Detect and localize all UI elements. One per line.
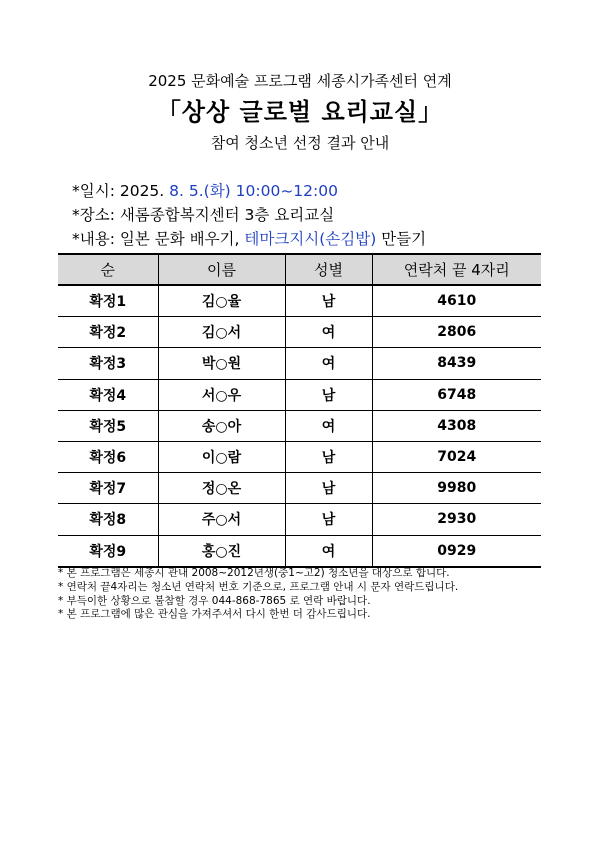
header-gender: 성별 [285,254,372,285]
cell-order: 확정4 [58,379,158,410]
cell-gender: 여 [285,535,372,567]
notice-title: 참여 청소년 선정 결과 안내 [210,134,390,152]
cell-phone-last4: 4610 [372,285,541,317]
table-row [58,504,541,535]
table-body [58,285,541,567]
cell-phone-last4: 9980 [372,473,541,504]
cell-name: 김○율 [158,285,285,317]
header-phone-last4: 연락처 끝 4자리 [372,254,541,285]
header-name: 이름 [158,254,285,285]
cell-phone-last4: 4308 [372,410,541,441]
info-date-label: *일시: 2025. [72,182,170,200]
cell-name: 송○아 [158,410,285,441]
cell-phone-last4: 8439 [372,348,541,379]
table-row [58,473,541,504]
info-content-label: *내용: 일본 문화 배우기, [72,230,245,248]
header-order: 순 [58,254,158,285]
cell-name: 김○서 [158,317,285,348]
table-row [58,441,541,472]
cell-name: 홍○진 [158,535,285,567]
cell-name: 주○서 [158,504,285,535]
info-date-value: 8. 5.(화) 10:00~12:00 [169,182,338,200]
cell-order: 확정5 [58,410,158,441]
note-item: * 연락처 끝4자리는 청소년 연락처 번호 기준으로, 프로그램 안내 시 문자 연락드립니다. [58,580,459,593]
cell-gender: 남 [285,379,372,410]
cell-gender: 여 [285,348,372,379]
page-title: 「상상 글로벌 요리교실」 [156,98,444,126]
cell-name: 이○람 [158,441,285,472]
table-row [58,410,541,441]
table-row [58,379,541,410]
cell-gender: 남 [285,504,372,535]
note-item: * 부득이한 상황으로 불참할 경우 044-868-7865 로 연락 바랍니다. [58,594,371,607]
info-content-highlight: 테마크지시(손김밥) [244,230,377,248]
cell-gender: 남 [285,473,372,504]
cell-gender: 남 [285,285,372,317]
cell-phone-last4: 2930 [372,504,541,535]
table-row [58,535,541,567]
cell-order: 확정1 [58,285,158,317]
cell-name: 서○우 [158,379,285,410]
note-item: * 본 프로그램에 많은 관심을 가져주셔서 다시 한번 더 감사드립니다. [58,608,371,621]
cell-order: 확정3 [58,348,158,379]
cell-phone-last4: 2806 [372,317,541,348]
table-header-row [58,254,541,285]
cell-name: 정○온 [158,473,285,504]
cell-phone-last4: 7024 [372,441,541,472]
cell-phone-last4: 0929 [372,535,541,567]
cell-gender: 여 [285,410,372,441]
table-row [58,285,541,317]
cell-name: 박○원 [158,348,285,379]
program-subtitle: 2025 문화예술 프로그램 세종시가족센터 연계 [148,72,452,90]
cell-order: 확정2 [58,317,158,348]
cell-gender: 남 [285,441,372,472]
cell-gender: 여 [285,317,372,348]
cell-order: 확정7 [58,473,158,504]
cell-order: 확정8 [58,504,158,535]
table-row [58,317,541,348]
table-row [58,348,541,379]
participant-table [58,253,541,568]
cell-order: 확정6 [58,441,158,472]
notes-section [58,567,558,622]
info-content-suffix: 만들기 [376,230,427,248]
cell-order: 확정9 [58,535,158,567]
note-item: * 본 프로그램은 세종시 관내 2008~2012년생(중1~고2) 청소년을 대상으로 합니다. [58,567,450,579]
info-content [72,227,426,249]
info-place: *장소: 새롬종합복지센터 3층 요리교실 [72,206,335,224]
info-date [72,179,338,201]
cell-phone-last4: 6748 [372,379,541,410]
